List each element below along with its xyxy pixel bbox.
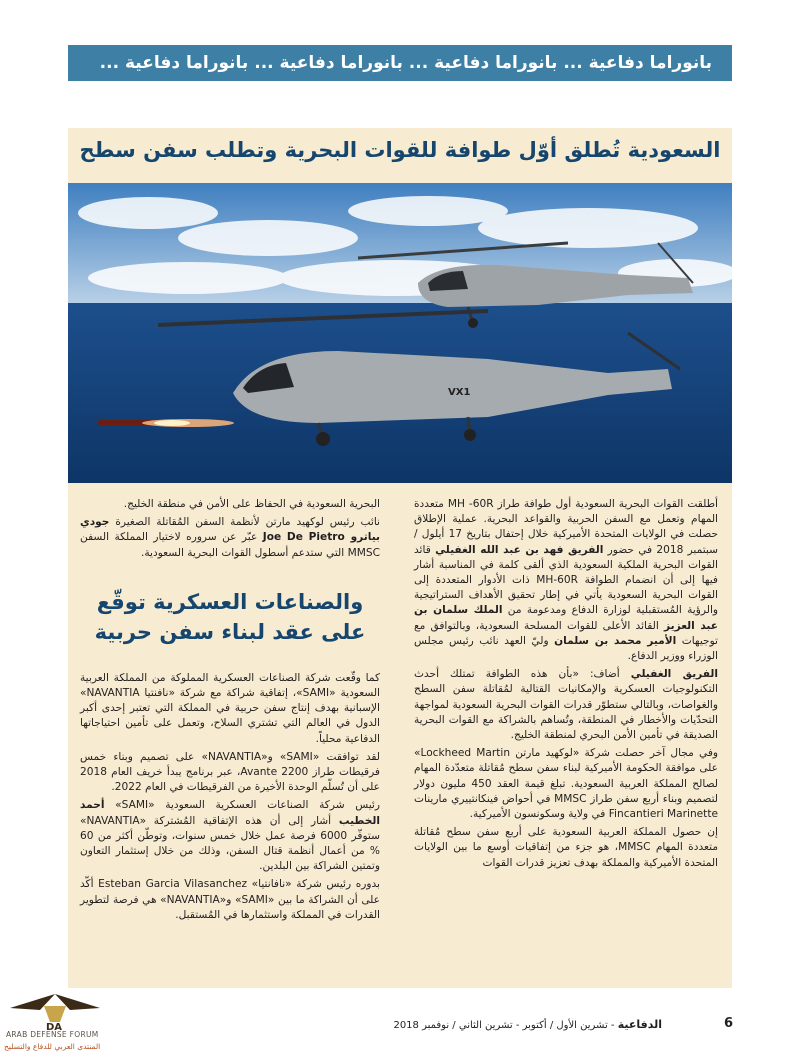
paragraph-frigates: لقد توافقت «SAMI» و«NAVANTIA» على تصميم وبناء خمس فرقيطات طراز Avante 2200، عبر برنامج يبدأ خريف العام 2018 على أن تُسلّم الوحدة الأخيرة من الفرقيطات في العام 2022. xyxy=(80,750,380,794)
sub-headline: والصناعات العسكرية توقّع على عقد لبناء سفن حربية xyxy=(94,589,366,644)
forum-name-en: ARAB DEFENSE FORUM xyxy=(6,1030,99,1039)
name-alghufaili: الفريق فهد بن عبد الله الغفيلي xyxy=(435,543,604,556)
name-alghufaili-2: الفريق الغفيلي xyxy=(630,668,719,681)
banner-text: بانوراما دفاعية ... بانوراما دفاعية ... بانوراما دفاعية ... بانوراما دفاعية ... xyxy=(99,53,712,73)
name-crown-prince: الأمير محمد بن سلمان xyxy=(554,634,677,647)
issue-line xyxy=(393,1018,662,1031)
helicopter-illustration xyxy=(68,183,732,483)
paragraph-lockheed: وفي مجال آخر حصلت شركة «لوكهيد مارتن Lockheed Martin» على موافقة الحكومة الأميركية لبناء سفن سطح مُقاتلة متعدّدة المهام لصالح المملكة العربية السعودية. تبلغ قيمة العقد 450 مليون دولار لتصميم وبناء أربع سفن طراز MMSC في أحواض فينكانتييري مارينات Fincantieri Marinette في ولاية وسكونسون الأميركية. xyxy=(414,747,719,821)
logo-letters: DA xyxy=(46,1022,63,1032)
article-column-right xyxy=(414,497,718,874)
article-column-left xyxy=(80,497,380,926)
article-headline: السعودية تُطلق أوّل طوافة للقوات البحرية وتطلب سفن سطح xyxy=(79,138,721,162)
section-banner xyxy=(68,45,732,81)
paragraph-alkhatib: رئيس شركة الصناعات العسكرية السعودية «SAMI» أحمد الخطيب أشار إلى أن هذه الإتفاقية المُشتركة «NAVANTIA» ستوفّر 6000 فرصة عمل خلال خمس سنوات، وتوطّن أكثر من 60 % من أعمال أنظمة قتال السفن، وذلك من خلال إستثمار التعاون وتمتين الشراكة بين البلدين. xyxy=(80,799,380,873)
paragraph-depietro: نائب رئيس لوكهيد مارتن لأنظمة السفن المُقاتلة الصغيرة جودي بياترو Joe De Pietro عبّر عن سروره لاختيار المملكة السفن MMSC التي ستدعم أسطول القوات البحرية السعودية. xyxy=(80,516,381,559)
paragraph-navantia: بدوره رئيس شركة «نافانتيا» Esteban Garcia Vilasanchez أكّد على أن الشراكة ما بين «SAMI» و«NAVANTIA» هي فرصة لتطوير القدرات في المملكة واستثمارها في المُستقبل. xyxy=(80,878,380,921)
paragraph-intro: أطلقت القوات البحرية السعودية أول طوافة طراز MH -60R متعددة المهام وتعمل مع السفن الحربية والقواعد البحرية. عملية الإطلاق حصلت في الولايات المتحدة الأميركية خلال إحتفال بتاريخ 17 أيلول / سبتمبر 2018 في حضور الفريق فهد بن عبد الله الغفيلي قائد القوات البحرية الملكية السعودية الذي ألقى كلمة في المناسبة أشار فيها إلى أن انضمام الطوافة MH-60R ذات الأدوار المتعددة إلى القوات البحرية السعودية يأتي في إطار تحقيق الأهداف الستراتيجية والرؤية المُستقبلية لوزارة الدفاع ومدعومة من الملك سلمان بن عبد العزيز القائد الأعلى للقوات المسلحة السعودية، وبالتوافق مع توجيهات الأمير محمد بن سلمان وليّ العهد نائب رئيس مجلس الوزراء ووزير الدفاع. xyxy=(414,498,719,663)
page-number: 6 xyxy=(724,1016,734,1031)
name-king-salman: الملك سلمان بن عبد العزيز xyxy=(414,604,718,632)
paragraph-gulf: البحرية السعودية في الحفاظ على الأمن في منطقة الخليج. xyxy=(123,498,380,510)
issue-date: - تشرين الأول / أكتوبر - تشرين الثاني / نوفمبر 2018 xyxy=(393,1020,615,1031)
paragraph-mmsc: إن حصول المملكة العربية السعودية على أربع سفن سطح مُقاتلة متعددة المهام MMSC، هو جزء من إتفاقيات أوسع ما بين الولايات المتحدة الأميركية والمملكة بهدف تعزيز قدرات القوات xyxy=(414,826,718,869)
tail-code: VX1 xyxy=(448,387,471,398)
forum-name-ar: المنتدى العربي للدفاع والتسليح xyxy=(4,1042,101,1051)
paragraph-sami: كما وقّعت شركة الصناعات العسكرية المملوكة من المملكة العربية السعودية «SAMI»، إتفاقية شراكة مع شركة «نافنتيا NAVANTIA» الإسبانية بهدف إنتاج سفن حربية في المملكة التي تعتبر إحدى أكبر الدول في العالم التي تشتري السلاح، وتعمل على تأمين احتياجاتها الدفاعية محلياً. xyxy=(80,671,380,745)
forum-watermark xyxy=(0,988,110,1054)
paragraph-quote: الفريق الغفيلي أضاف: «بأن هذه الطوافة تمتلك أحدث التكنولوجيات العسكرية والإمكانيات القتالية لمُقاتلة سفن السطح والغواصات، وبالتالي ستطوّر قدرات القوات البحرية السعودية لمواجهة التحدّيات والأخطار في المنطقة، وتُساهم بالشراكة مع القوات البحرية الصديقة في تأمين الأمن البحري لمنطقة الخليج. xyxy=(414,668,719,742)
helicopter-photo xyxy=(68,183,732,483)
name-depietro: جودي بياترو Joe De Pietro xyxy=(80,516,381,544)
page-footer xyxy=(68,1016,732,1034)
eagle-logo-icon xyxy=(0,988,110,1032)
name-alkhatib: أحمد الخطيب xyxy=(80,799,380,827)
magazine-name: الدفاعية xyxy=(617,1018,662,1031)
